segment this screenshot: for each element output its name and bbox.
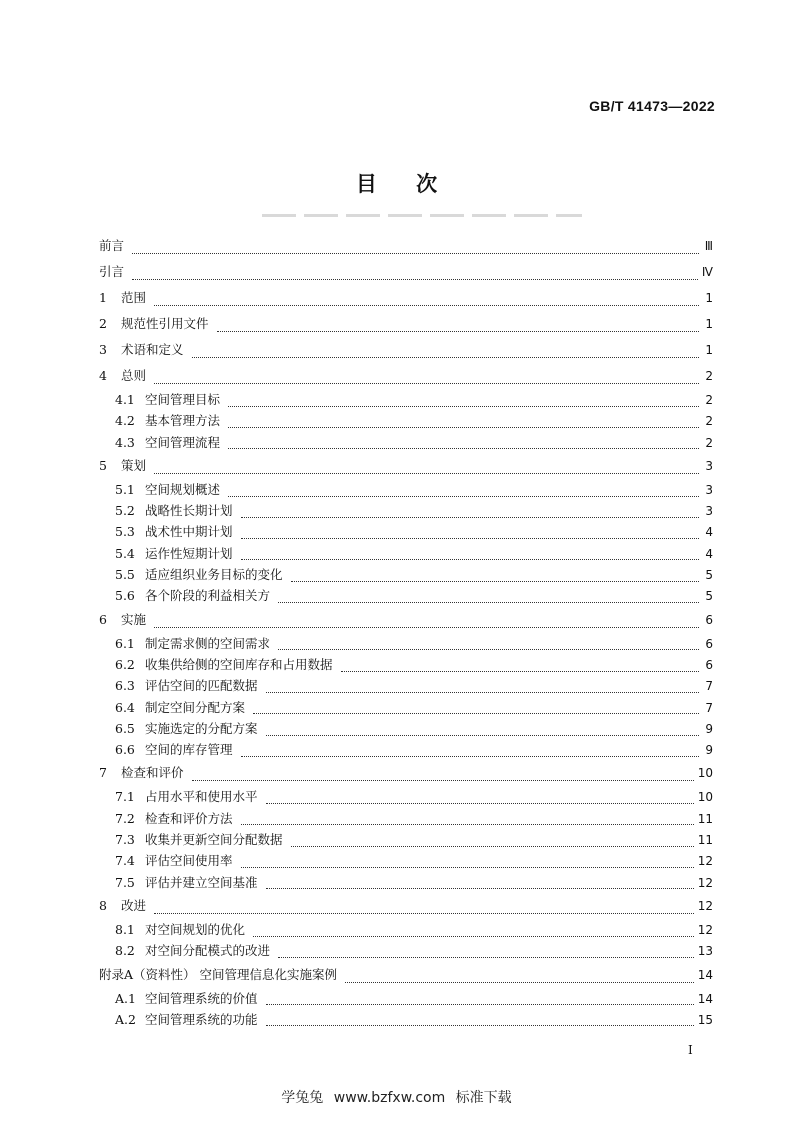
toc-entry-title: 总则 [121, 368, 147, 383]
toc-leader-dots [278, 648, 699, 650]
toc-entry-number: 8.2 [115, 943, 135, 959]
toc-leader-dots [241, 823, 694, 825]
toc-leader-dots [278, 601, 699, 603]
toc-entry[interactable] [99, 413, 713, 434]
toc-entry-title: 范围 [121, 290, 147, 305]
toc-leader-dots [154, 304, 699, 306]
toc-entry-title: 实施 [121, 611, 147, 627]
toc-entry-page: 12 [697, 875, 713, 890]
toc-entry-page: 10 [697, 766, 713, 781]
toc-entry[interactable] [99, 721, 713, 742]
toc-entry-title: 评估空间的匹配数据 [145, 678, 258, 694]
toc-leader-dots [345, 981, 694, 983]
toc-entry[interactable] [99, 965, 713, 991]
toc-entry-number: 5.3 [115, 524, 135, 540]
toc-entry-number: 8.1 [115, 921, 135, 937]
toc-entry-page: 10 [697, 790, 713, 805]
toc-leader-dots [228, 447, 699, 449]
toc-entry-page: 12 [697, 854, 713, 869]
toc-entry-page: 7 [705, 700, 713, 715]
toc-entry[interactable] [99, 340, 713, 366]
toc-entry-number: 4.1 [115, 392, 135, 407]
toc-entry-title: 附录A（资料性） 空间管理信息化实施案例 [99, 966, 338, 982]
toc-entry-page: 11 [697, 833, 713, 848]
toc-entry-page: 12 [697, 898, 713, 913]
toc-leader-dots [266, 691, 699, 693]
toc-entry-number: 4.3 [115, 434, 135, 450]
toc-entry-title: 空间管理系统的价值 [145, 990, 258, 1006]
toc-entry-page: 9 [705, 721, 713, 736]
toc-entry-page: 1 [705, 343, 713, 357]
toc-entry-title: 规范性引用文件 [121, 316, 209, 331]
toc-entry-title: 收集供给侧的空间库存和占用数据 [145, 656, 333, 672]
toc-entry-number: 7 [99, 765, 107, 781]
toc-entry-page: 15 [697, 1012, 713, 1027]
toc-leader-dots [241, 516, 699, 518]
page-title: 目 次 [355, 172, 438, 196]
toc-entry-title: 战术性中期计划 [145, 524, 233, 540]
toc-entry-title: 对空间规划的优化 [145, 921, 246, 937]
toc-entry-number: 5 [99, 457, 107, 473]
toc-leader-dots [228, 405, 699, 407]
toc-leader-dots [266, 887, 694, 889]
toc-entry-number: A.2 [115, 1011, 136, 1027]
toc-entry-number: 7.3 [115, 832, 135, 848]
toc-entry-title: 引言 [99, 264, 125, 279]
toc-entry-title: 制定空间分配方案 [145, 699, 246, 715]
toc-entry[interactable] [99, 657, 713, 678]
toc-entry-page: 6 [705, 612, 713, 627]
toc-entry-number: 4 [99, 368, 107, 383]
toc-entry[interactable] [99, 546, 713, 567]
toc-entry-page: 13 [697, 944, 713, 959]
toc-entry-title: 收集并更新空间分配数据 [145, 832, 283, 848]
toc-entry-title: 检查和评价 [121, 765, 184, 781]
toc-leader-dots [253, 935, 694, 937]
toc-leader-dots [154, 912, 694, 914]
toc-leader-dots [253, 712, 699, 714]
toc-entry-number: 7.2 [115, 810, 135, 826]
toc-leader-dots [266, 802, 694, 804]
toc-entry[interactable] [99, 503, 713, 524]
toc-leader-dots [266, 1003, 694, 1005]
toc-entry-page: 1 [705, 317, 713, 331]
toc-entry-title: 运作性短期计划 [145, 545, 233, 561]
toc-entry-number: 7.5 [115, 874, 135, 890]
table-of-contents [99, 236, 713, 1033]
toc-entry-number: 8 [99, 897, 107, 913]
toc-entry-title: 占用水平和使用水平 [145, 789, 258, 805]
toc-entry[interactable] [99, 853, 713, 874]
toc-entry-page: 6 [705, 636, 713, 651]
toc-entry-title: 基本管理方法 [145, 413, 221, 429]
toc-entry[interactable] [99, 524, 713, 545]
toc-leader-dots [217, 330, 699, 332]
toc-entry-title: 术语和定义 [121, 342, 184, 357]
toc-leader-dots [291, 845, 694, 847]
toc-leader-dots [132, 252, 699, 254]
toc-entry-number: 4.2 [115, 413, 135, 429]
toc-entry-title: 改进 [121, 897, 147, 913]
toc-entry-title: 空间管理目标 [145, 392, 221, 407]
toc-leader-dots [341, 670, 699, 672]
toc-entry-number: 5.1 [115, 481, 135, 497]
toc-entry[interactable] [99, 262, 713, 288]
toc-entry-number: 6.1 [115, 635, 135, 651]
standard-code: GB/T 41473—2022 [589, 98, 715, 114]
toc-entry-number: 7.4 [115, 853, 135, 869]
toc-entry-page: Ⅳ [701, 265, 713, 279]
toc-entry[interactable] [99, 811, 713, 832]
toc-entry-title: 各个阶段的利益相关方 [145, 588, 271, 604]
toc-entry-page: 14 [697, 991, 713, 1006]
toc-entry-title: 对空间分配模式的改进 [145, 943, 271, 959]
toc-entry-page: 2 [705, 435, 713, 450]
toc-entry-title: 实施选定的分配方案 [145, 720, 258, 736]
toc-entry[interactable] [99, 366, 713, 392]
toc-entry-page: 5 [705, 568, 713, 583]
toc-entry[interactable] [99, 922, 713, 943]
toc-entry-title: 前言 [99, 238, 125, 253]
toc-entry-number: 6.4 [115, 699, 135, 715]
toc-entry-page: 11 [697, 811, 713, 826]
toc-entry[interactable] [99, 288, 713, 314]
toc-entry[interactable] [99, 435, 713, 456]
toc-entry[interactable] [99, 832, 713, 853]
title-underline [262, 214, 582, 217]
toc-entry[interactable] [99, 875, 713, 896]
toc-entry-title: 空间管理流程 [145, 434, 221, 450]
toc-entry[interactable] [99, 763, 713, 789]
toc-entry-page: 1 [705, 291, 713, 305]
toc-leader-dots [241, 558, 699, 560]
toc-entry-page: 9 [705, 743, 713, 758]
toc-entry-number: 7.1 [115, 789, 135, 805]
toc-entry-number: 3 [99, 342, 107, 357]
toc-entry-title: 评估并建立空间基准 [145, 874, 258, 890]
toc-entry[interactable] [99, 896, 713, 922]
toc-entry[interactable] [99, 314, 713, 340]
toc-leader-dots [154, 382, 699, 384]
toc-entry[interactable] [99, 392, 713, 413]
toc-entry-title: 空间规划概述 [145, 481, 221, 497]
toc-entry-title: 检查和评价方法 [145, 810, 233, 826]
toc-leader-dots [266, 734, 699, 736]
toc-entry[interactable] [99, 678, 713, 699]
toc-entry-number: 1 [99, 290, 107, 305]
toc-entry[interactable] [99, 236, 713, 262]
toc-entry-page: 3 [705, 482, 713, 497]
toc-leader-dots [278, 956, 694, 958]
toc-entry-number: 6.2 [115, 656, 135, 672]
toc-leader-dots [241, 866, 694, 868]
toc-entry-title: 空间的库存管理 [145, 742, 233, 758]
toc-entry-page: 3 [705, 458, 713, 473]
toc-leader-dots [241, 537, 699, 539]
toc-entry-page: 2 [705, 393, 713, 407]
toc-entry[interactable] [99, 636, 713, 657]
watermark-footer: 学兔兔 www.bzfxw.com 标准下载 [281, 1090, 512, 1106]
toc-entry-number: 6.3 [115, 678, 135, 694]
toc-entry-page: 2 [705, 414, 713, 429]
toc-entry-number: 5.5 [115, 567, 135, 583]
toc-entry-page: 5 [705, 589, 713, 604]
page-number: I [688, 1043, 693, 1057]
toc-entry-page: 7 [705, 679, 713, 694]
toc-leader-dots [241, 755, 699, 757]
toc-entry[interactable] [99, 742, 713, 763]
toc-leader-dots [228, 495, 699, 497]
toc-entry[interactable] [99, 700, 713, 721]
toc-entry-title: 制定需求侧的空间需求 [145, 635, 271, 651]
toc-entry-page: Ⅲ [704, 239, 713, 253]
toc-leader-dots [228, 426, 699, 428]
toc-entry-title: 战略性长期计划 [145, 503, 233, 519]
toc-entry-number: 6 [99, 611, 107, 627]
toc-entry-number: A.1 [115, 990, 136, 1006]
toc-entry-page: 4 [705, 546, 713, 561]
toc-entry-number: 6.5 [115, 720, 135, 736]
toc-leader-dots [132, 278, 698, 280]
toc-entry-title: 策划 [121, 457, 147, 473]
toc-leader-dots [192, 356, 699, 358]
toc-leader-dots [154, 472, 699, 474]
toc-entry-page: 2 [705, 369, 713, 383]
toc-leader-dots [192, 779, 694, 781]
toc-entry-page: 6 [705, 657, 713, 672]
toc-entry[interactable] [99, 482, 713, 503]
toc-entry-number: 2 [99, 316, 107, 331]
toc-entry-number: 5.6 [115, 588, 135, 604]
toc-entry-page: 14 [697, 967, 713, 982]
toc-entry[interactable] [99, 567, 713, 588]
toc-entry[interactable] [99, 588, 713, 609]
toc-leader-dots [266, 1024, 694, 1026]
toc-entry[interactable] [99, 1012, 713, 1033]
toc-entry-page: 3 [705, 504, 713, 519]
toc-entry[interactable] [99, 789, 713, 810]
toc-entry-number: 6.6 [115, 742, 135, 758]
toc-entry-number: 5.4 [115, 545, 135, 561]
toc-entry-title: 评估空间使用率 [145, 853, 233, 869]
toc-leader-dots [291, 580, 699, 582]
toc-entry-number: 5.2 [115, 503, 135, 519]
toc-entry-title: 空间管理系统的功能 [145, 1011, 258, 1027]
toc-entry-page: 4 [705, 525, 713, 540]
toc-entry[interactable] [99, 456, 713, 482]
toc-leader-dots [154, 626, 699, 628]
toc-entry[interactable] [99, 943, 713, 964]
toc-entry-title: 适应组织业务目标的变化 [145, 567, 283, 583]
toc-entry-page: 12 [697, 922, 713, 937]
toc-entry[interactable] [99, 610, 713, 636]
toc-entry[interactable] [99, 991, 713, 1012]
